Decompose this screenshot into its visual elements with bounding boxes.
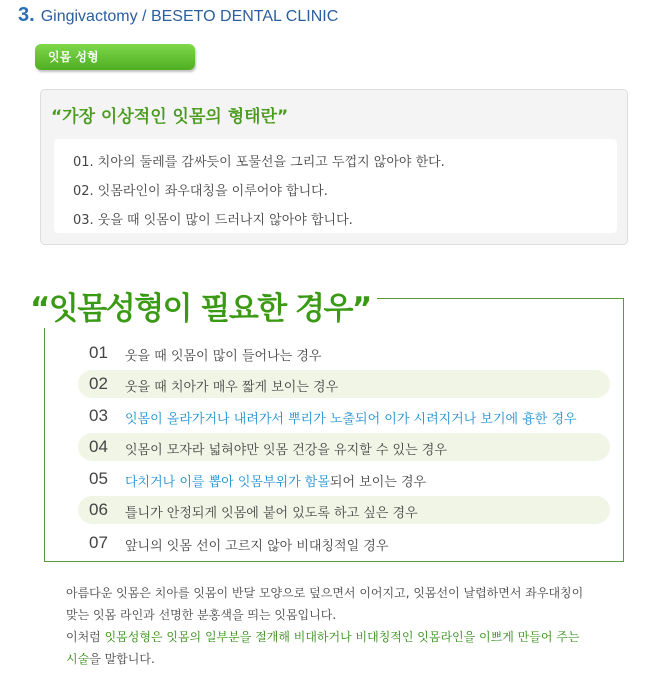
description-line xyxy=(66,650,155,667)
case-item xyxy=(78,465,610,493)
case-number: 05 xyxy=(89,469,108,488)
section-title xyxy=(18,4,338,28)
tab-gum-surgery[interactable]: 잇몸 성형 xyxy=(35,44,195,70)
description-highlight: 잇몸성형은 잇몸의 일부분을 절개해 비대하거나 비대칭적인 잇몸라인을 이쁘게 만들어 주는 xyxy=(104,630,580,644)
ideal-item: 03. 웃을 때 잇몸이 많이 드러나지 않아야 합니다. xyxy=(73,213,353,228)
case-text: 앞니의 잇몸 선이 고르지 않아 비대칭적일 경우 xyxy=(125,539,389,554)
case-number: 01 xyxy=(89,343,108,362)
ideal-heading: “가장 이상적인 잇몸의 형태란” xyxy=(51,107,289,127)
case-item xyxy=(78,529,610,557)
case-item xyxy=(78,402,610,430)
case-text xyxy=(125,408,577,427)
description-highlight: 시술 xyxy=(66,652,90,666)
case-highlight: 다치거나 이를 뽑아 잇몸부위가 함몰 xyxy=(125,475,330,490)
description-prefix: 이처럼 xyxy=(66,630,105,644)
case-item xyxy=(78,433,610,461)
case-text-rest: 되어 보이는 경우 xyxy=(329,475,427,490)
ideal-gum-box xyxy=(40,89,628,245)
case-number: 07 xyxy=(89,533,108,552)
case-text xyxy=(125,471,426,490)
case-text: 웃을 때 치아가 매우 짧게 보이는 경우 xyxy=(125,380,339,395)
cases-heading: “잇몸성형이 필요한 경우” xyxy=(30,283,377,328)
case-item xyxy=(78,496,610,524)
ideal-item: 01. 치아의 둘레를 감싸듯이 포물선을 그리고 두껍지 않아야 한다. xyxy=(73,155,445,170)
description-line xyxy=(66,628,579,645)
description-line: 맞는 잇몸 라인과 선명한 분홍색을 띄는 잇몸입니다. xyxy=(66,608,337,622)
description-rest: 을 말합니다. xyxy=(89,652,155,666)
description-line: 아름다운 잇몸은 치아를 잇몸이 반달 모양으로 덮으면서 이어지고, 잇몸선이 날렵하면서 좌우대칭이 xyxy=(66,586,584,600)
section-number: 3. xyxy=(18,4,35,26)
case-item xyxy=(78,370,610,398)
ideal-list xyxy=(54,139,617,233)
case-item xyxy=(78,339,610,367)
ideal-item: 02. 잇몸라인이 좌우대칭을 이루어야 합니다. xyxy=(73,184,328,199)
section-label: Gingivactomy / BESETO DENTAL CLINIC xyxy=(40,8,339,25)
case-text: 웃을 때 잇몸이 많이 들어나는 경우 xyxy=(125,349,322,364)
case-number: 02 xyxy=(89,374,108,393)
case-number: 03 xyxy=(89,406,108,425)
case-text: 잇몸이 모자라 넓혀야만 잇몸 건강을 유지할 수 있는 경우 xyxy=(125,443,447,458)
case-text: 틀니가 안정되게 잇몸에 붙어 있도록 하고 싶은 경우 xyxy=(125,506,418,521)
case-number: 04 xyxy=(89,437,108,456)
case-number: 06 xyxy=(89,500,108,519)
case-highlight: 잇몸이 올라가거나 내려가서 뿌리가 노출되어 이가 시려지거나 보기에 흉한 경우 xyxy=(125,412,577,427)
